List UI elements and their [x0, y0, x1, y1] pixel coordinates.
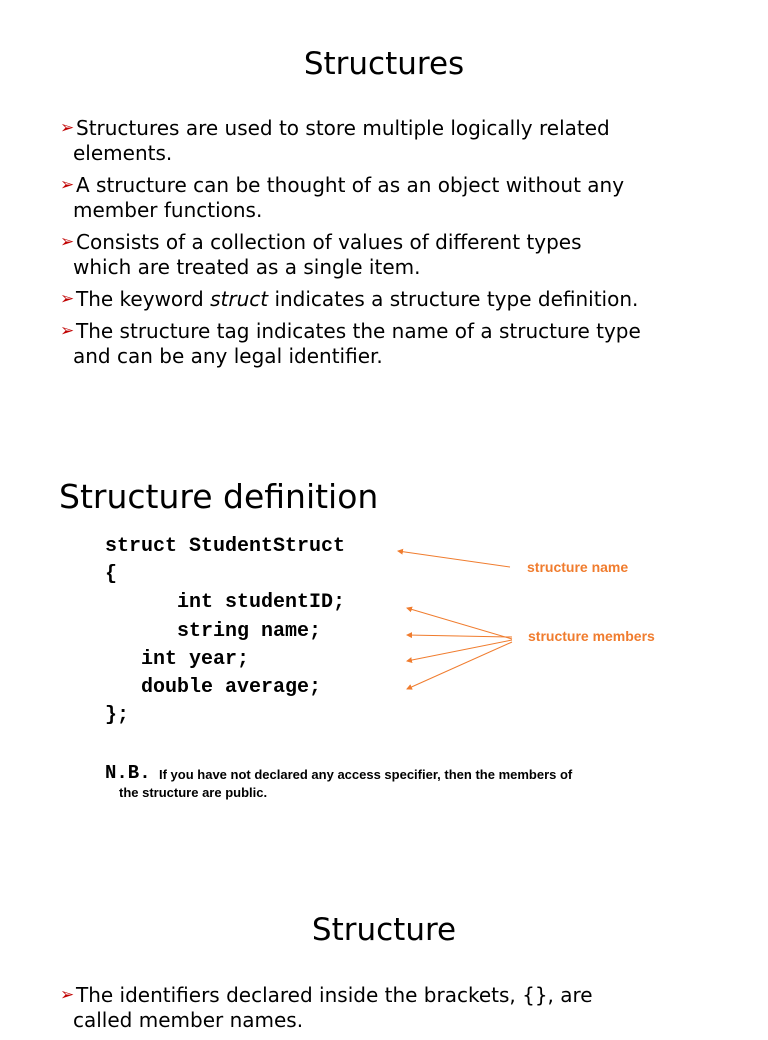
code-line: };: [105, 704, 130, 728]
bullet-item: ➢ Consists of a collection of values of different types which are treated as a single item.: [60, 230, 582, 279]
bullet-item: ➢ A structure can be thought of as an object without any member functions.: [60, 173, 625, 222]
bullet-item: ➢ Structures are used to store multiple logically related elements.: [60, 116, 610, 165]
code-line: int year;: [105, 647, 250, 671]
bullet-arrow-icon: ➢: [60, 118, 75, 138]
annotation-structure-name: structure name: [527, 559, 629, 575]
arrow-to-member-average: [407, 642, 512, 689]
bullet-item: ➢ The keyword struct indicates a structure type definition.: [60, 287, 639, 311]
bullet-arrow-icon: ➢: [60, 232, 75, 252]
code-line: struct StudentStruct: [105, 535, 346, 558]
code-line: string name;: [105, 619, 322, 643]
bullet-arrow-icon: ➢: [60, 289, 75, 309]
code-line: int studentID;: [105, 591, 346, 615]
note-label: N.B.: [105, 762, 151, 784]
slide-title-structures: Structures: [303, 46, 465, 82]
arrow-to-member-year: [407, 640, 512, 661]
arrow-to-member-studentid: [407, 608, 512, 639]
bullet-arrow-icon: ➢: [60, 321, 75, 341]
bullet-arrow-icon: ➢: [60, 985, 75, 1005]
bullet-item: ➢ The identifiers declared inside the brackets, {}, are called member names.: [60, 983, 593, 1032]
bullet-list-structure: [60, 983, 750, 1040]
arrow-to-structure-name: [398, 551, 510, 567]
slide-title-structure-definition: Structure definition: [59, 477, 379, 516]
note-text-line1: If you have not declared any access specifier, then the members of: [159, 767, 573, 782]
bullet-item: ➢ The structure tag indicates the name of a structure type and can be any legal identifier.: [60, 319, 641, 368]
keyword-struct: struct: [210, 287, 269, 311]
code-line: {: [105, 563, 118, 587]
bullet-arrow-icon: ➢: [60, 175, 75, 195]
slide-title-structure: Structure: [311, 912, 457, 948]
annotation-structure-members: structure members: [528, 628, 655, 644]
code-line: double average;: [105, 676, 322, 700]
note-text-line2: the structure are public.: [119, 785, 268, 800]
arrow-to-member-name: [407, 635, 512, 637]
